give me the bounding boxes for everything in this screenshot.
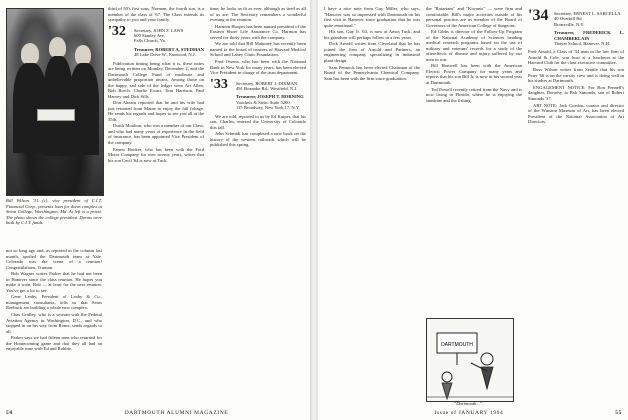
paragraph: Ed Gibbs is director of the Follow-Up Program of the National Academy of Sciences heading medical research programs based on the use of military and veterans' records for a study of the aftereffects of disease and injury suffered by our men in war.: [426, 29, 522, 62]
issue-date: Issue of JANUARY 1964: [434, 410, 504, 416]
cartoon-label: DARTMOUTH: [441, 342, 473, 348]
right-col2: [426, 6, 522, 306]
paragraph: His son, Guy Jr. '63, is now at Amos Tuck, and his grandson will perhaps follow in a few years.: [324, 29, 420, 40]
class-secretary: Secretary, ROBERT J. DIXMAN 491 Roanoke Rd., Westfield, N.J.: [236, 80, 298, 91]
paragraph: Dutch Moulton, who was a member of our Class, and who had many years of experience in the field of insurance, has been appointed Vice President of the company.: [108, 123, 204, 145]
class-heading-34: [528, 8, 624, 46]
left-col2: [108, 6, 204, 164]
paragraph: not so long ago and, as reported in the column last month, spoiled the Dartmouth team at Yale. Colorado was the scene of a reunion! Congratulations, Truman.: [6, 248, 102, 270]
cartoon-illustration: [426, 318, 514, 402]
paragraph: ART NOTE: Jack Gordon, curator and director of the Winston Museum of Art, has been elected President of the National Association of Art Directors.: [528, 102, 624, 124]
class-secretary: Secretary, JOHN F. LAWS 600 Stanley Ave. Falls Church, Va.: [134, 27, 184, 44]
paragraph: I have a nice note from Guy Miller, who says, "Hanover was so impressed with Dartmouth on his first visit to Hanover since graduation that he was quite emotional.": [324, 6, 420, 28]
class-treasurer: Treasurer, FREDERICK L. CHAMBERLAIN Thayer School, Hanover, N.H.: [554, 30, 624, 47]
paragraph: Ernest Hooker, who has been with the Ford Motor Company for over twenty years, writes that his son Cecil '64 is now at Tuck.: [108, 146, 204, 163]
group-photo: [6, 8, 104, 196]
page-footer: [435, 410, 622, 416]
class-heading-33: [210, 78, 306, 111]
class-secretary: Secretary, ERNEST L. SARCELLA 40 Overhill Rd. Bronxville, N.Y.: [554, 11, 621, 27]
paragraph: John Schmidt has completed a new book on the history of the western railroads which will be published this spring.: [210, 131, 306, 148]
paragraph: ENGAGEMENT NOTICE: For Ron Fennell's daughter, Dorothy, to Bob Simonds, son of Robert Simonds '37.: [528, 84, 624, 101]
class-treasurer: Treasurer, JOSEPH T. HORNING Voorheis & Stein, Suite 5200 115 Broadway, New York 17, N.Y.: [236, 94, 304, 111]
paragraph: third of 50's first sons. Norman, the fourth son, is a member of the class of '67. The Class extends its sympathy to you and your family.: [108, 6, 204, 22]
paragraph: We are told that Bill Mahoney has recently been named to the board of trustees of Harvard Medical School and Lahey Clinic Foundation.: [210, 41, 306, 58]
paragraph: Chas Gridley, who is a veteran with the Federal Aviation Agency in Washington, D.C., and who stopped in on his way from Rome, sends regards to all.: [6, 312, 102, 334]
paragraph: Russ Wilson writes from Seattle that his son Peter '66 is on the varsity crew and is doing well in his studies at Dartmouth.: [528, 67, 624, 84]
paragraph: the "Rotarians" and "Kiwanis" — were firm and comfortable. Bill's major activities outside of his personal practice are as member of the Board of Governors of the American College of Surgeons.: [426, 6, 522, 28]
class-year: '32: [108, 23, 126, 39]
left-col1-continued: [6, 248, 102, 353]
right-col1: [324, 6, 420, 82]
paragraph: Bill Hartwell has been with the American Electric Power Company for many years and reports that his son Bill Jr. is now in his second year at Dartmouth.: [426, 63, 522, 85]
right-page: [318, 0, 628, 420]
page-number: 54: [6, 410, 13, 416]
paragraph: Parker says we had fifteen men who returned for the Homecoming game and that they all had an enjoyable time with Ed and Robbie.: [6, 335, 102, 352]
paragraph: Fred Owens, who has been with the National Bank in New York for many years, has been elected Vice President in charge of the trust department.: [210, 59, 306, 76]
left-col3: [210, 6, 306, 149]
magazine-title: DARTMOUTH ALUMNI MAGAZINE: [124, 410, 229, 416]
paragraph: Harmon Hooper has been named president of the Eastern Shore Life Assurance Co. Harmon has served for thirty years with the company.: [210, 23, 306, 40]
paragraph: Ted Powell recently retired from the Navy and is now living in Florida, where he is enjoying the sunshine and the fishing.: [426, 86, 522, 103]
cartoon-drawing: [427, 319, 513, 401]
paragraph: Sam Pennock has been elected Chairman of the Board of the Pennsylvania Chemical Company. Sam has been with the firm since graduation.: [324, 64, 420, 81]
class-treasurer: Treasurer, ROBERT A. STEDMAN 48 Lake Drive W., Fanwood, N.J.: [134, 46, 204, 58]
class-heading-32: [108, 25, 204, 58]
paragraph: Dick Arnold writes from Cleveland that he has joined the firm of Arnold and Partners, an engineering company specializing in industrial plant design.: [324, 41, 420, 63]
paragraph: Bob Wagner writes Parker that he had not been in Hanover since the class reunion. He hopes you make it soon, Bob — at least for the next reunion. You've got a lot to see.: [6, 271, 102, 293]
right-col3: [528, 6, 624, 126]
cartoon-caption: "Dartmouth...": [454, 401, 482, 406]
paragraph: We are told, reported to us by Ed Kuiper, that his son, Charles, entered the University of Colorado this fall.: [210, 113, 306, 130]
page-gutter: [310, 0, 318, 420]
paragraph: time; he looks as fit as ever, although as tired as all of us are. The Secretary remembers a wonderful evening at the reunion.: [210, 6, 306, 22]
paragraph: Gene Leahy, President of Leahy & Co., management consultants, tells us that Sears Roebuck are building a whole new complex.: [6, 294, 102, 311]
page-footer: [6, 410, 228, 416]
photo-caption: Bill Wilson '31 (c), vice president of C.I.T. Financial Corp., presents loan for dorm complex at Seton College, Worthington, Md. At left is a priest. The photo shows the college president. Dorms were built by C.I.T. funds.: [6, 198, 102, 226]
paragraph: Fred Arnold, a Class of '34 man in the law firm of Arnold & Cole, was host at a luncheon at the Harvard Club for the class executive committee.: [528, 49, 624, 66]
page-number: 55: [615, 410, 622, 416]
class-year: '33: [210, 76, 228, 92]
left-page: [0, 0, 310, 420]
paragraph: Publication timing being what it is, these notes are being written on Monday, December 2, and the Dartmouth College Fund of moderate and unbelievable proportion awaits. Among those on the happy, sad side of the ledger were Art Allen, Bob Borch, Charlie Ewart, Tom Harrison, Paul Harvey and Dick Sills.: [108, 60, 204, 99]
paragraph: Don Ahearn reported that he and his wife had just returned from Maine to enjoy the fall foliage. He sends his regards and hopes to see you all at the 35th.: [108, 100, 204, 122]
class-year: '34: [528, 7, 549, 24]
